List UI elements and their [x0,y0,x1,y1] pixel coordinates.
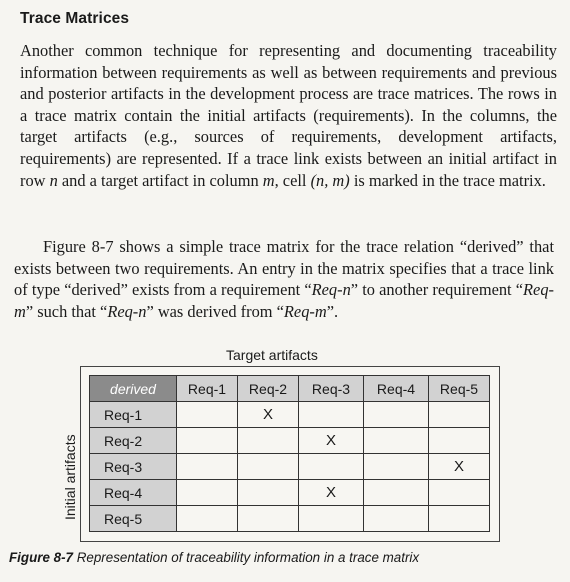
paragraph-text: ” such that “ [25,301,108,321]
matrix-cell: X [299,480,364,506]
section-heading: Trace Matrices [20,10,130,27]
matrix-cell [238,480,299,506]
matrix-row [90,428,490,454]
figure-caption-text: Representation of traceability information in a trace matrix [76,550,420,565]
matrix-cell [429,506,490,532]
matrix-cell [177,402,238,428]
row-header: Req-1 [90,402,177,428]
matrix-cell [177,506,238,532]
row-header: Req-5 [90,506,177,532]
paragraph-trace-matrices-intro [20,40,557,191]
req-n-term: Req-n [107,301,147,321]
req-m-term: Req-m [14,280,554,321]
matrix-cell [299,454,364,480]
variable-n: n [49,170,58,190]
matrix-cell [364,480,429,506]
paragraph-text: and a target artifact in column [57,170,263,190]
matrix-cell [238,454,299,480]
paragraph-text: ”. [326,301,339,321]
matrix-cell [364,402,429,428]
matrix-cell: X [238,402,299,428]
matrix-cell [429,428,490,454]
paragraph-figure-description [14,236,554,322]
initial-artifacts-label: Initial artifacts [62,434,78,520]
matrix-cell [177,428,238,454]
row-header: Req-2 [90,428,177,454]
matrix-row [90,506,490,532]
paragraph-text: Figure 8-7 shows a simple trace matrix for the trace relation “derived” that exists between two requirements. An entry in the matrix specifies that a trace link of type “derived” exists from a requirement “ [14,237,554,300]
column-header: Req-1 [177,376,238,402]
matrix-cell [177,454,238,480]
figure-number: Figure 8-7 [9,550,73,565]
trace-matrix-figure [80,366,500,542]
column-header: Req-5 [429,376,490,402]
row-header: Req-3 [90,454,177,480]
matrix-row [90,454,490,480]
column-header: Req-4 [364,376,429,402]
matrix-cell [364,454,429,480]
column-header: Req-3 [299,376,364,402]
matrix-cell [238,428,299,454]
req-n-term: Req-n [311,280,351,300]
variable-m: m [262,170,275,190]
paragraph-text: ” was derived from “ [146,301,284,321]
matrix-cell [429,402,490,428]
trace-matrix-table [89,375,490,532]
matrix-corner-cell: derived [90,376,177,402]
column-header: Req-2 [238,376,299,402]
matrix-cell [429,480,490,506]
matrix-cell: X [429,454,490,480]
row-header: Req-4 [90,480,177,506]
paragraph-text: ” to another requirement “ [350,280,524,300]
paragraph-text: is marked in the trace matrix. [349,170,546,190]
paragraph-text: Another common technique for representing and documenting traceability information between requirements as well as between requirements and previous and posterior artifacts in the development process are trace matrices. The rows in a trace matrix contain the initial artifacts (requirements). In the columns, the target artifacts (e.g., sources of requirements, development artifacts, requirements) are represented. If a trace link exists between an initial artifact in row [20,41,557,190]
matrix-row [90,402,490,428]
matrix-cell [364,428,429,454]
matrix-cell [364,506,429,532]
paragraph-text: , cell [274,170,311,190]
target-artifacts-label: Target artifacts [226,347,318,363]
req-m-term: Req-m [283,301,327,321]
matrix-cell [238,506,299,532]
cell-reference: (n, m) [310,170,350,190]
matrix-cell [299,506,364,532]
matrix-row [90,480,490,506]
matrix-cell [299,402,364,428]
matrix-cell [177,480,238,506]
figure-caption [9,550,419,565]
matrix-header-row [90,376,490,402]
matrix-cell: X [299,428,364,454]
